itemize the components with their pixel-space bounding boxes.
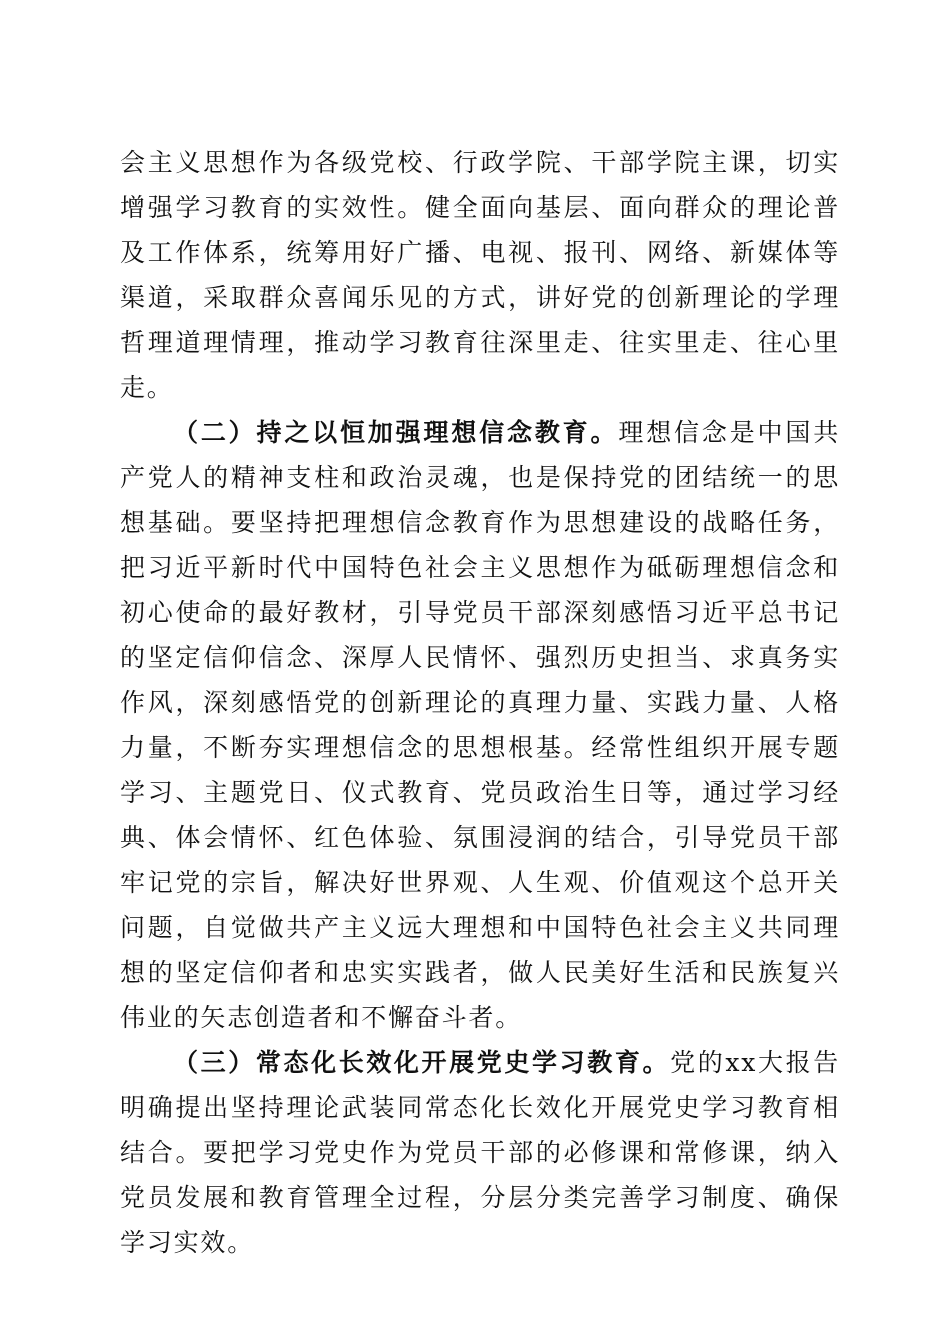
document-body — [120, 140, 840, 1265]
paragraph-text: 会主义思想作为各级党校、行政学院、干部学院主课，切实增强学习教育的实效性。健全面向基层、面向群众的理论普及工作体系，统筹用好广播、电视、报刊、网络、新媒体等渠道，采取群众喜闻乐见的方式，讲好党的创新理论的学理哲理道理情理，推动学习教育往深里走、往实里走、往心里走。 — [120, 148, 840, 402]
paragraph-party-history-education — [120, 1040, 840, 1265]
paragraph-continued — [120, 140, 840, 410]
paragraph-text: 党的xx大报告明确提出坚持理论武装同常态化长效化开展党史学习教育相结合。要把学习党史作为党员干部的必修课和常修课，纳入党员发展和教育管理全过程，分层分类完善学习制度、确保学习实效。 — [120, 1048, 840, 1257]
paragraph-text: 理想信念是中国共产党人的精神支柱和政治灵魂，也是保持党的团结统一的思想基础。要坚持把理想信念教育作为思想建设的战略任务，把习近平新时代中国特色社会主义思想作为砥砺理想信念和初心使命的最好教材，引导党员干部深刻感悟习近平总书记的坚定信仰信念、深厚人民情怀、强烈历史担当、求真务实作风，深刻感悟党的创新理论的真理力量、实践力量、人格力量，不断夯实理想信念的思想根基。经常性组织开展专题学习、主题党日、仪式教育、党员政治生日等，通过学习经典、体会情怀、红色体验、氛围浸润的结合，引导党员干部牢记党的宗旨，解决好世界观、人生观、价值观这个总开关问题，自觉做共产主义远大理想和中国特色社会主义共同理想的坚定信仰者和忠实实践者，做人民美好生活和民族复兴伟业的矢志创造者和不懈奋斗者。 — [120, 418, 840, 1032]
section-heading-3: （三）常态化长效化开展党史学习教育。 — [173, 1048, 671, 1077]
section-heading-2: （二）持之以恒加强理想信念教育。 — [173, 418, 619, 447]
paragraph-ideal-belief-education — [120, 410, 840, 1040]
